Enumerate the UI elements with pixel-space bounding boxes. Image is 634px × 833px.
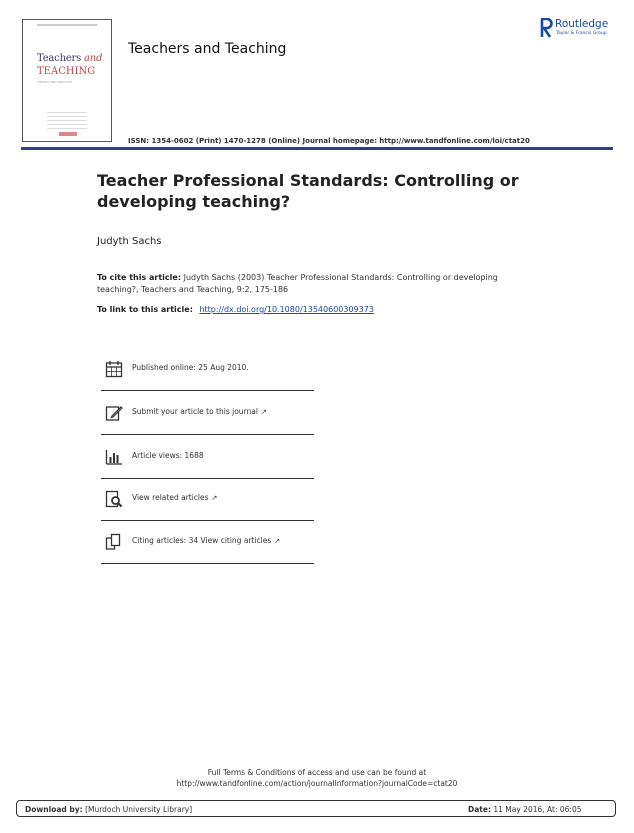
- date-info: [468, 805, 582, 814]
- download-info: [25, 805, 192, 814]
- routledge-logo[interactable]: [539, 18, 619, 40]
- citing-articles-label: Citing articles: 34 View citing articles: [132, 536, 272, 545]
- article-title: Teacher Professional Standards: Controlling or developing teaching?: [97, 171, 519, 211]
- bar-chart-icon: [105, 448, 123, 466]
- journal-cover: [22, 19, 112, 142]
- download-value: [Murdoch University Library]: [85, 805, 193, 814]
- cover-top-rule: [37, 24, 97, 26]
- issn-label: ISSN: 1354-0602 (Print) 1470-1278 (Online) Journal homepage:: [128, 137, 378, 145]
- article-views-row: [101, 435, 314, 479]
- cover-publisher-logo: [59, 132, 77, 136]
- submit-article-link[interactable]: [132, 407, 267, 416]
- cover-title: [37, 53, 102, 64]
- citation-label: To cite this article:: [97, 273, 182, 282]
- citation-text: Judyth Sachs (2003) Teacher Professional Standards: Controlling or developing teaching?, Teachers and Teaching, 9:2, 175-186: [97, 273, 498, 294]
- cover-title-word: Teachers: [37, 53, 82, 64]
- terms-link[interactable]: http://www.tandfonline.com/action/journalInformation?journalCode=ctat20: [176, 778, 458, 788]
- related-articles-row[interactable]: [101, 477, 314, 521]
- published-online-label: Published online: 25 Aug 2010.: [132, 363, 249, 372]
- issn-line: [128, 137, 530, 145]
- routledge-r-icon: [539, 18, 553, 38]
- external-link-icon: ↗: [260, 408, 267, 416]
- terms-line: Full Terms & Conditions of access and use can be found at: [207, 768, 427, 777]
- published-online-row: [101, 347, 314, 391]
- date-value: 11 May 2016, At: 06:05: [493, 805, 582, 814]
- submit-article-row[interactable]: [101, 391, 314, 435]
- related-articles-label: View related articles: [132, 493, 209, 502]
- citing-articles-link[interactable]: [132, 536, 280, 545]
- citation-block: [97, 272, 517, 296]
- terms-notice: [0, 768, 634, 789]
- download-label: Download by:: [25, 805, 83, 814]
- external-link-icon: ↗: [274, 537, 281, 545]
- citing-articles-row[interactable]: [101, 520, 314, 564]
- citing-icon: [105, 533, 123, 551]
- related-articles-link[interactable]: [132, 493, 217, 502]
- cover-subtitle: THEORY AND PRACTICE: [37, 80, 73, 84]
- download-info-bar: [16, 800, 616, 817]
- link-label: To link to this article:: [97, 305, 193, 314]
- external-link-icon: ↗: [211, 494, 218, 502]
- date-label: Date:: [468, 805, 491, 814]
- calendar-icon: [105, 360, 123, 378]
- journal-title[interactable]: Teachers and Teaching: [128, 41, 287, 57]
- publisher-name: Routledge: [555, 18, 609, 30]
- cover-text-lines: [47, 112, 87, 132]
- cover-title-word-italic: and: [84, 53, 103, 64]
- publisher-sub: Taylor & Francis Group: [556, 31, 607, 36]
- row-divider: [101, 563, 314, 564]
- article-link-row: [97, 305, 374, 314]
- cover-title-caps: TEACHING: [37, 66, 96, 77]
- author-name: Judyth Sachs: [97, 236, 162, 247]
- search-document-icon: [105, 490, 123, 508]
- edit-icon: [105, 404, 123, 422]
- journal-homepage-link[interactable]: http://www.tandfonline.com/loi/ctat20: [379, 137, 530, 145]
- doi-link[interactable]: http://dx.doi.org/10.1080/13540600309373: [199, 305, 374, 314]
- submit-article-label: Submit your article to this journal: [132, 407, 258, 416]
- header-divider: [21, 147, 613, 150]
- article-views-label: Article views: 1688: [132, 451, 204, 460]
